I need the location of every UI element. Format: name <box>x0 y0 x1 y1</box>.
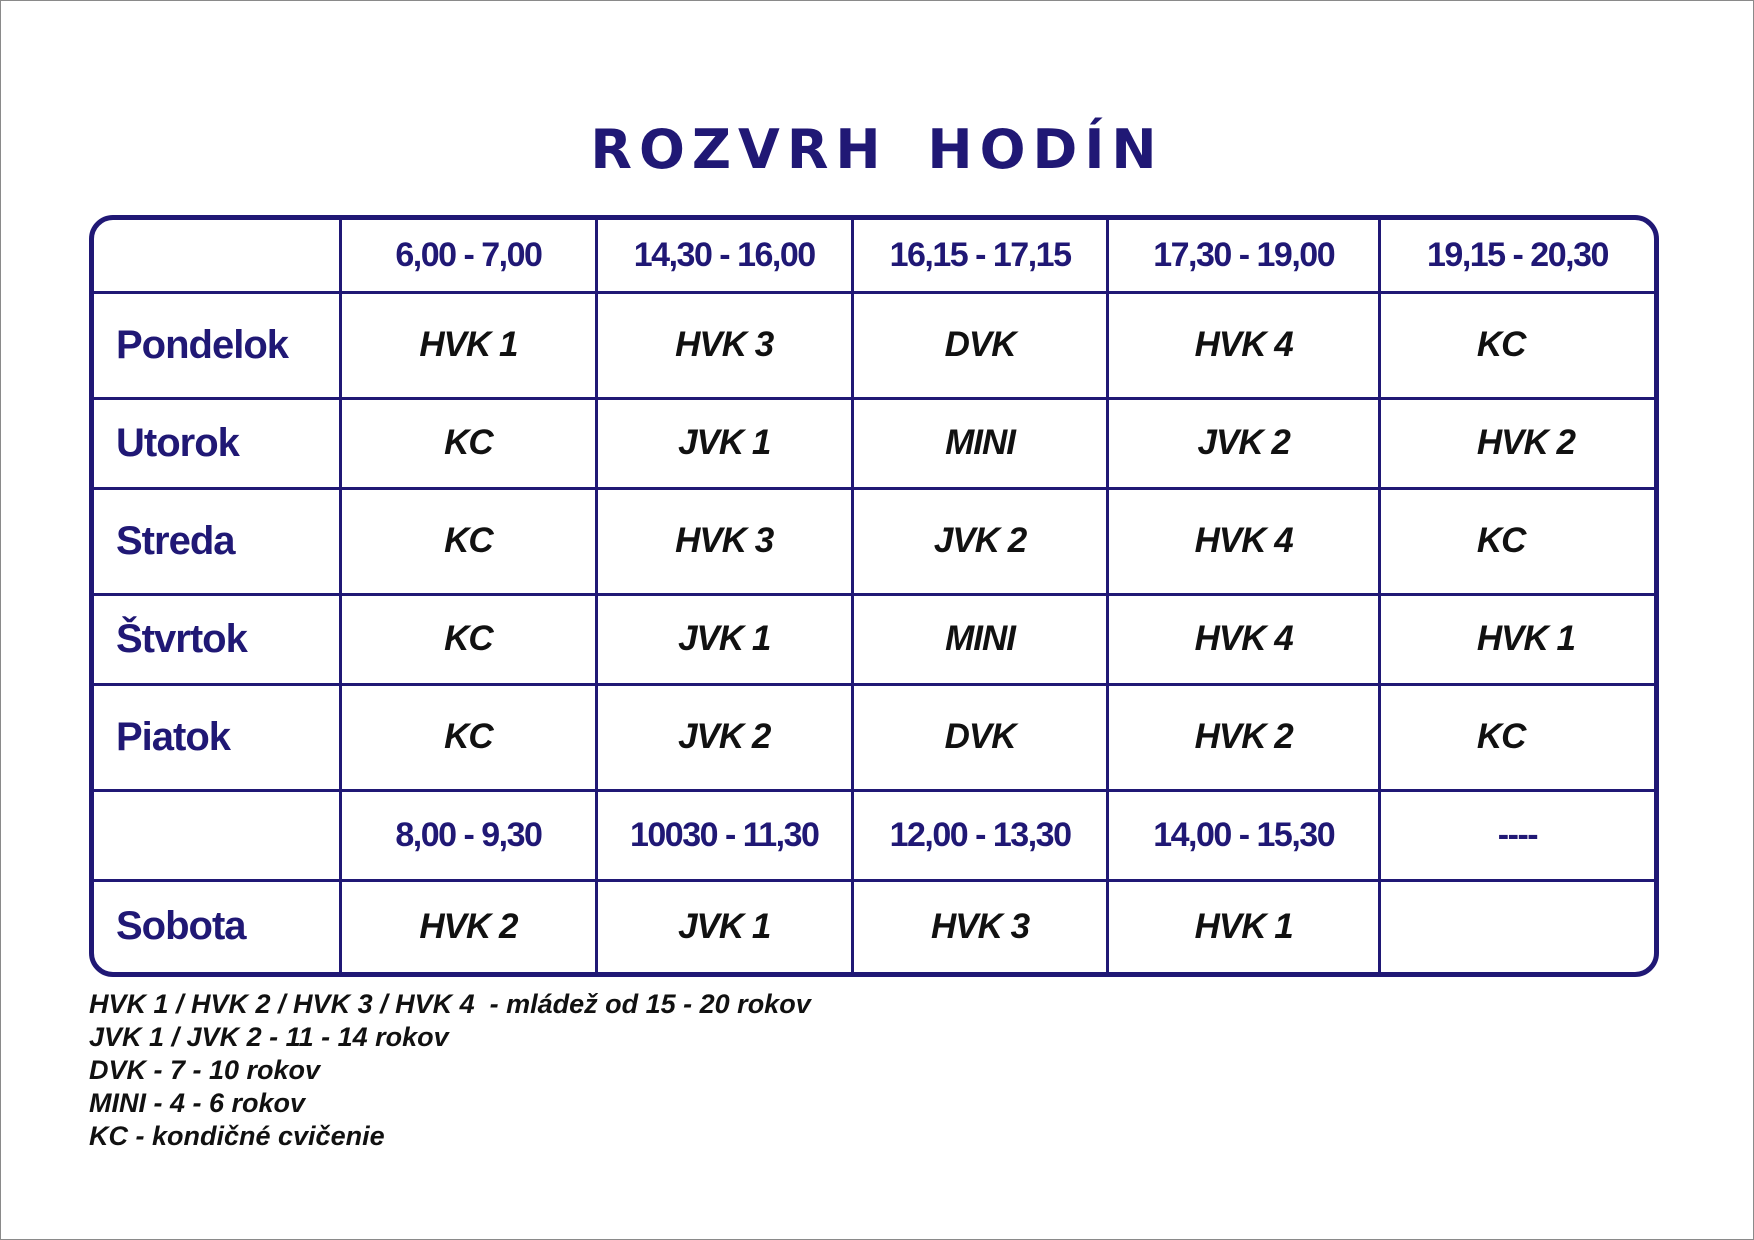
class-cell: HVK 3 <box>852 880 1108 972</box>
class-cell: KC <box>1379 684 1654 790</box>
class-cell: JVK 1 <box>596 398 852 488</box>
class-cell: DVK <box>852 684 1108 790</box>
class-cell: KC <box>1379 292 1654 398</box>
class-cell: JVK 2 <box>852 488 1108 594</box>
class-cell: DVK <box>852 292 1108 398</box>
legend-item: KC - kondičné cvičenie <box>89 1121 385 1151</box>
legend <box>89 988 811 1153</box>
class-cell: HVK 4 <box>1108 488 1379 594</box>
class-cell: HVK 2 <box>340 880 596 972</box>
time-slot-header: 17,30 - 19,00 <box>1108 220 1379 292</box>
day-row <box>94 488 1654 594</box>
legend-item: DVK - 7 - 10 rokov <box>89 1055 321 1085</box>
corner-cell <box>94 220 340 292</box>
time-slot-header: 6,00 - 7,00 <box>340 220 596 292</box>
day-label: Piatok <box>94 684 340 790</box>
day-row <box>94 594 1654 684</box>
legend-item: HVK 1 / HVK 2 / HVK 3 / HVK 4 - mládež od 15 - 20 rokov <box>89 989 811 1019</box>
legend-item: JVK 1 / JVK 2 - 11 - 14 rokov <box>89 1022 449 1052</box>
class-cell: HVK 1 <box>340 292 596 398</box>
time-slot-header: 8,00 - 9,30 <box>340 790 596 880</box>
class-cell: KC <box>340 684 596 790</box>
class-cell: HVK 1 <box>1379 594 1654 684</box>
class-cell: JVK 2 <box>1108 398 1379 488</box>
class-cell: KC <box>340 488 596 594</box>
saturday-times-row <box>94 790 1654 880</box>
class-cell: MINI <box>852 594 1108 684</box>
class-cell: HVK 3 <box>596 488 852 594</box>
day-label: Utorok <box>94 398 340 488</box>
day-label: Sobota <box>94 880 340 972</box>
class-cell: HVK 2 <box>1379 398 1654 488</box>
time-slot-header: 16,15 - 17,15 <box>852 220 1108 292</box>
corner-cell <box>94 790 340 880</box>
day-label: Štvrtok <box>94 594 340 684</box>
class-cell: KC <box>340 594 596 684</box>
class-cell: KC <box>340 398 596 488</box>
day-row <box>94 684 1654 790</box>
day-row <box>94 292 1654 398</box>
class-cell: JVK 1 <box>596 594 852 684</box>
class-cell <box>1379 880 1654 972</box>
class-cell: JVK 1 <box>596 880 852 972</box>
day-label: Pondelok <box>94 292 340 398</box>
class-cell: HVK 2 <box>1108 684 1379 790</box>
schedule-table <box>89 215 1659 977</box>
legend-item: MINI - 4 - 6 rokov <box>89 1088 306 1118</box>
time-slot-header: ---- <box>1379 790 1654 880</box>
page-title: ROZVRH HODÍN <box>590 118 1164 181</box>
class-cell: HVK 4 <box>1108 292 1379 398</box>
weekday-times-row <box>94 220 1654 292</box>
day-label: Streda <box>94 488 340 594</box>
time-slot-header: 14,00 - 15,30 <box>1108 790 1379 880</box>
time-slot-header: 19,15 - 20,30 <box>1379 220 1654 292</box>
time-slot-header: 14,30 - 16,00 <box>596 220 852 292</box>
class-cell: HVK 4 <box>1108 594 1379 684</box>
day-row <box>94 880 1654 972</box>
class-cell: MINI <box>852 398 1108 488</box>
class-cell: JVK 2 <box>596 684 852 790</box>
class-cell: HVK 3 <box>596 292 852 398</box>
time-slot-header: 10030 - 11,30 <box>596 790 852 880</box>
class-cell: KC <box>1379 488 1654 594</box>
day-row <box>94 398 1654 488</box>
class-cell: HVK 1 <box>1108 880 1379 972</box>
time-slot-header: 12,00 - 13,30 <box>852 790 1108 880</box>
